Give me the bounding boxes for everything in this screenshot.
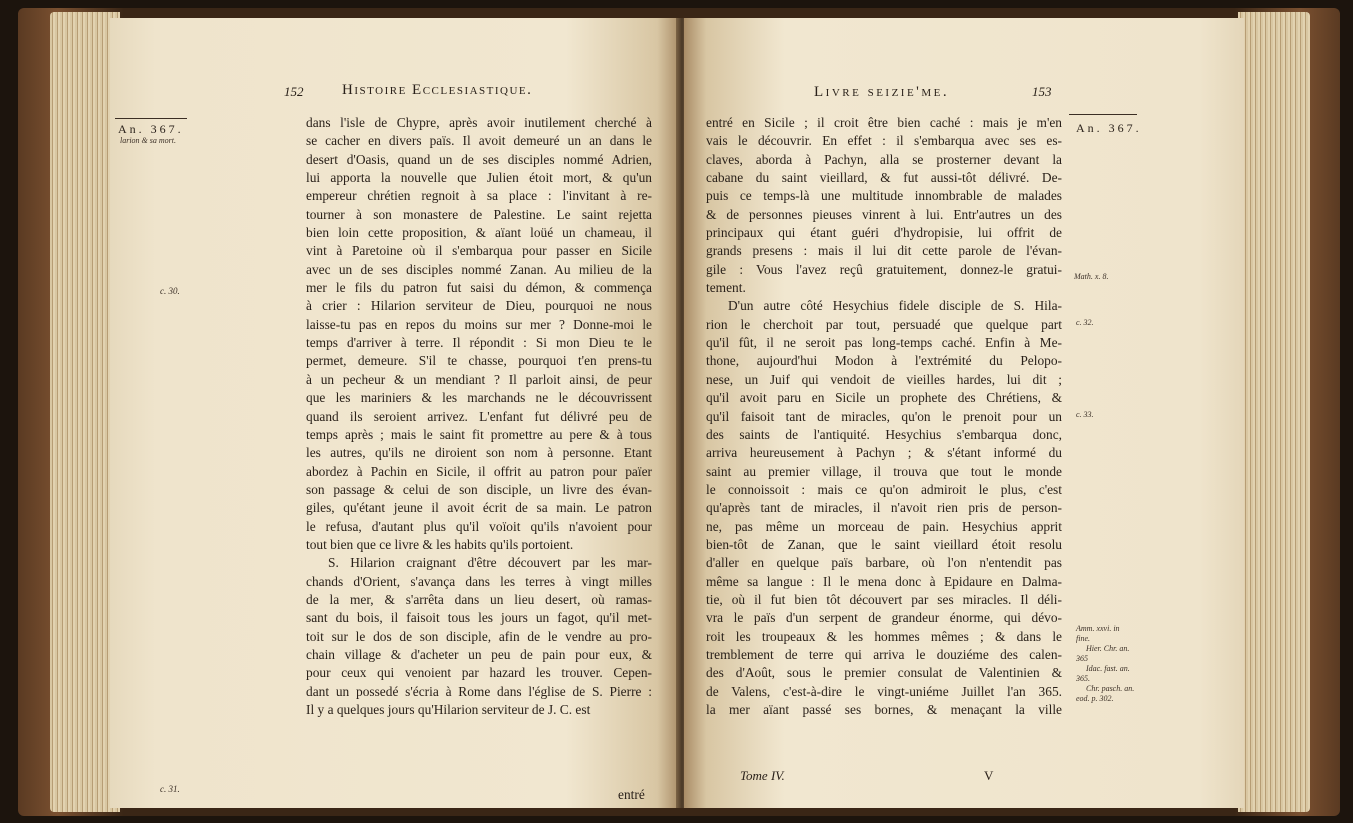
margin-ref: c. 31. bbox=[160, 784, 180, 794]
text-line: roit les troupeaux & les hommes mêmes ; & dans le bbox=[706, 628, 1062, 644]
text-line: grands presens : mais il lui dit cette parole de l'évan- bbox=[706, 243, 1062, 259]
text-line: sant du bois, il faisoit tous les jours un fagot, qu'il met- bbox=[306, 610, 652, 626]
text-line: ne, pas même un morceau de pain. Hesychius apprit bbox=[706, 518, 1062, 534]
text-line: quand ils seroient arrivez. L'enfant fut délivré peu de bbox=[306, 408, 652, 424]
text-line: empereur chrétien regnoit à sa place : l'invitant à re- bbox=[306, 188, 652, 204]
text-line: qu'il faisoit tant de miracles, qu'on le prenoit pour un bbox=[706, 408, 1062, 424]
left-body-text bbox=[306, 114, 652, 719]
text-line: vra le païs d'un serpent de grandeur énorme, qui dévo- bbox=[706, 610, 1062, 626]
source-note: eod. p. 302. bbox=[1076, 694, 1114, 703]
text-line: la mer aïant passé ses bornes, & menaçant la ville bbox=[706, 702, 1062, 717]
text-line: lui apporta la nouvelle que Julien étoit mort, & qu'un bbox=[306, 170, 652, 186]
page-number: 152 bbox=[284, 84, 304, 99]
source-note: Hier. Chr. an. bbox=[1086, 644, 1130, 653]
page-edges-right bbox=[1238, 12, 1310, 812]
margin-ref: Math. x. 8. bbox=[1074, 272, 1109, 281]
text-line: arriva heureusement à Pachyn ; & s'étant informé du bbox=[706, 445, 1062, 461]
text-line: que les mariniers & les marchands ne le découvrissent bbox=[306, 390, 652, 406]
text-line: S. Hilarion craignant d'être découvert par les mar- bbox=[328, 555, 652, 571]
text-line: & de personnes pieuses vinrent à lui. Entr'autres un des bbox=[706, 206, 1062, 222]
text-line: tourner à son monastere de Palestine. Le saint rejetta bbox=[306, 206, 652, 222]
margin-ref: c. 30. bbox=[160, 286, 180, 296]
source-note: Idac. fast. an. bbox=[1086, 664, 1130, 673]
margin-rule bbox=[1069, 114, 1137, 115]
text-line: toit sur le dos de son disciple, afin de le vendre au pro- bbox=[306, 628, 652, 644]
text-line: giles, qu'étant jeune il avoit écrit de sa main. Le patron bbox=[306, 500, 652, 516]
text-line: chands d'Orient, s'avança dans les terres à vingt milles bbox=[306, 573, 652, 589]
right-page bbox=[684, 18, 1244, 808]
text-line: rion le cherchoit par tout, persuadé que quelque part bbox=[706, 316, 1062, 332]
source-note: 365. bbox=[1076, 674, 1090, 683]
text-line: des saints de l'antiquité. Hesychius s'embarqua donc, bbox=[706, 426, 1062, 442]
text-line: principaux qui étant guéri d'hydropisie, lui offrit de bbox=[706, 225, 1062, 241]
text-line: même sa langue : Il le mena donc à Epidaure en Dalma- bbox=[706, 573, 1062, 589]
text-line: des d'Août, sous le premier consulat de Valentinien & bbox=[706, 665, 1062, 681]
page-number: 153 bbox=[1032, 84, 1052, 99]
volume-signature: Tome IV. bbox=[740, 768, 785, 783]
text-line: de la mer, & s'arrêta dans un lieu desert, où ramas- bbox=[306, 591, 652, 607]
text-line: entré en Sicile ; il croit être bien caché : mais je m'en bbox=[706, 115, 1062, 130]
text-line: qu'après tant de miracles, il n'avoit rien pris de person- bbox=[706, 500, 1062, 516]
text-line: abordez à Pachin en Sicile, il offrit au patron pour païer bbox=[306, 463, 652, 479]
text-line: nese, un Juif qui vendoit de vieilles hardes, lui dit ; bbox=[706, 371, 1062, 387]
text-line: son passage & celui de son disciple, un livre des évan- bbox=[306, 481, 652, 497]
text-line: dant un possedé s'écria à Rome dans l'église de S. Pierre : bbox=[306, 683, 652, 699]
text-line: gile : Vous l'avez reçû gratuitement, donnez-le gratui- bbox=[706, 261, 1062, 277]
text-line: mer le fils du patron fut saisi du démon, & commença bbox=[306, 280, 652, 296]
text-line: se cacher en divers païs. Il avoit demeuré un an dans le bbox=[306, 133, 652, 149]
text-line: tout bien que ce livre & les habits qu'ils portoient. bbox=[306, 536, 574, 552]
text-line: temps après ; mais le saint fit promettre au pere & à tous bbox=[306, 426, 652, 442]
text-line: qu'il fût, il ne seroit pas long-temps caché. Enfin à Me- bbox=[706, 335, 1062, 351]
margin-ref: c. 33. bbox=[1076, 410, 1094, 419]
text-line: à un pecheur & un mendiant ? Il parloit ainsi, de peur bbox=[306, 371, 652, 387]
text-line: d'aller en quelque païs barbare, où l'on n'entendit pas bbox=[706, 555, 1062, 571]
text-line: vint à Paretoine où il s'embarqua pour passer en Sicile bbox=[306, 243, 652, 259]
text-line: tremblement de terre qui arriva le douziéme des calen- bbox=[706, 646, 1062, 662]
text-line: saint au premier village, il trouva que tout le monde bbox=[706, 463, 1062, 479]
text-line: les autres, qu'ils ne diroient son nom à personne. Etant bbox=[306, 445, 652, 461]
right-body-text bbox=[706, 114, 1062, 719]
source-note: Chr. pasch. an. bbox=[1086, 684, 1135, 693]
text-line: D'un autre côté Hesychius fidele disciple de S. Hila- bbox=[728, 298, 1062, 314]
text-line: puis ce temps-là une multitude innombrable de malades bbox=[706, 188, 1062, 204]
source-note: Amm. xxvi. in bbox=[1076, 624, 1120, 633]
catchword: entré bbox=[618, 787, 645, 802]
margin-ref: c. 32. bbox=[1076, 318, 1094, 327]
text-line: de Valens, c'est-à-dire le vingt-uniéme Juillet l'an 365. bbox=[706, 683, 1062, 699]
source-note: fine. bbox=[1076, 634, 1090, 643]
text-line: bien-tôt de Zanan, que le saint vieillard étoit resolu bbox=[706, 536, 1062, 552]
year-note: An. 367. bbox=[118, 122, 184, 136]
margin-rule bbox=[115, 118, 187, 119]
text-line: dans l'isle de Chypre, après avoir inutilement cherché à bbox=[306, 115, 652, 130]
text-line: tie, où il fut bien tôt découvert par ses miracles. Il déli- bbox=[706, 591, 1062, 607]
text-line: cabane du saint vieillard, & fut aussi-tôt délivré. De- bbox=[706, 170, 1062, 186]
text-line: tement. bbox=[706, 280, 746, 296]
text-line: qu'il avoit paru en Sicile un prophete des Chrétiens, & bbox=[706, 390, 1062, 406]
running-head: Histoire Ecclesiastique. bbox=[342, 82, 533, 98]
text-line: temps d'arriver à terre. Il répondit : Si mon Dieu te le bbox=[306, 335, 652, 351]
text-line: bien loin cette proposition, & aïant loüé un chameau, il bbox=[306, 225, 652, 241]
text-line: laisse-tu pas en repos du moins sur mer ? Donne-moi le bbox=[306, 316, 652, 332]
text-line: thone, aujourd'hui Modon à l'extrémité du Pelopo- bbox=[706, 353, 1062, 369]
text-line: claves, aborda à Pachyn, alla se prosterner devant la bbox=[706, 151, 1062, 167]
running-head: Livre seizie'me. bbox=[814, 84, 950, 100]
signature-mark: V bbox=[984, 768, 994, 783]
left-page bbox=[110, 18, 680, 808]
text-line: chain village & d'acheter un peu de pain pour eux, & bbox=[306, 646, 652, 662]
source-note: 365 bbox=[1076, 654, 1088, 663]
text-line: pour ceux qui venoient par hazard les trouver. Cepen- bbox=[306, 665, 652, 681]
text-line: avec un de ses disciples nommé Zanan. Au milieu de la bbox=[306, 261, 652, 277]
side-note: larion & sa mort. bbox=[120, 136, 177, 145]
year-note: An. 367. bbox=[1076, 121, 1142, 135]
text-line: permet, demeure. S'il te chasse, pourquoi t'en prens-tu bbox=[306, 353, 652, 369]
text-line: Il y a quelques jours qu'Hilarion serviteur de J. C. est bbox=[306, 702, 591, 717]
text-line: desert d'Oasis, quand un de ses disciples nommé Adrien, bbox=[306, 151, 652, 167]
text-line: le connoissoit : mais ce qu'on admiroit le plus, c'est bbox=[706, 481, 1062, 497]
text-line: vais le découvrir. En effet : il s'embarqua avec ses es- bbox=[706, 133, 1062, 149]
text-line: le refusa, d'autant plus qu'il voïoit qu'ils n'avoient pour bbox=[306, 518, 652, 534]
text-line: à crier : Hilarion serviteur de Dieu, pourquoi ne nous bbox=[306, 298, 652, 314]
